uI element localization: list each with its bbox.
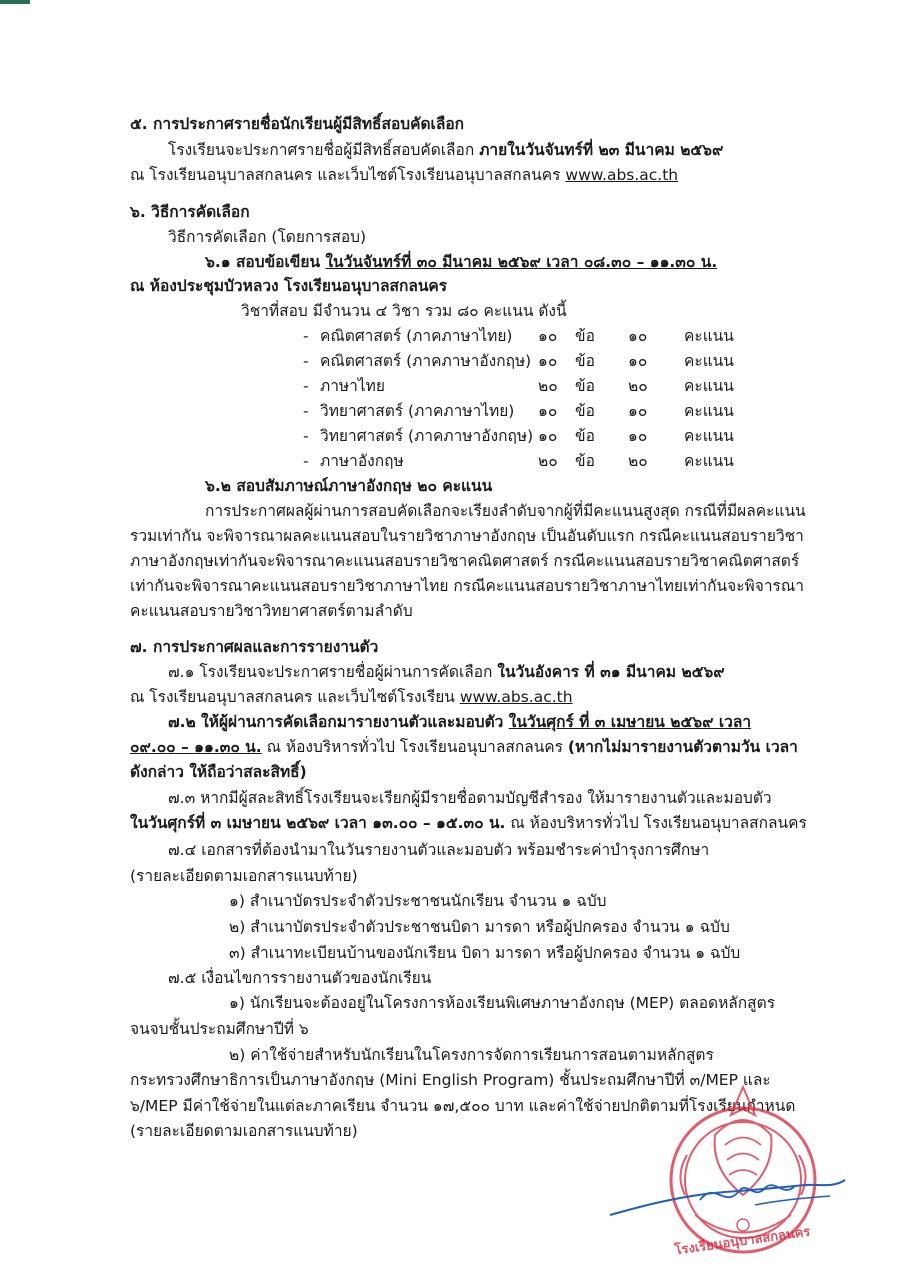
section-7-5: ๗.๕ เงื่อนไขการรายงานตัวของนักเรียน (168, 969, 432, 987)
subject-items-unit: ข้อ (575, 452, 595, 470)
subject-score: ๑๐ (628, 427, 648, 445)
abs-website-link[interactable]: www.abs.ac.th (459, 688, 573, 706)
subject-dash: - (303, 352, 309, 370)
subject-dash: - (303, 427, 309, 445)
document-list-item: ๓) สำเนาทะเบียนบ้านของนักเรียน บิดา มารดา หรือผู้ปกครอง จำนวน ๑ ฉบับ (229, 944, 741, 962)
ranking-paragraph-line: การประกาศผลผู้ผ่านการสอบคัดเลือกจะเรียงลำดับจากผู้ที่มีคะแนนสูงสุด กรณีที่มีผลคะแนน (205, 502, 806, 520)
section-7-heading: ๗. การประกาศผลและการรายงานตัว (130, 638, 379, 656)
condition-2-line-3: ๖/MEP มีค่าใช้จ่ายในแต่ละภาคเรียน จำนวน ๑๗,๕๐๐ บาท และค่าใช้จ่ายปกติตามที่โรงเรียนกำหนด (130, 1097, 796, 1115)
subject-dash: - (303, 402, 309, 420)
subject-score-unit: คะแนน (684, 452, 734, 470)
subject-items: ๑๐ (538, 402, 558, 420)
stamp-text: โรงเรียนอนุบาลสกลนคร (673, 1224, 812, 1259)
subject-score-unit: คะแนน (684, 377, 734, 395)
abs-website-link[interactable]: www.abs.ac.th (565, 166, 679, 184)
section-6-2: ๖.๒ สอบสัมภาษณ์ภาษาอังกฤษ ๒๐ คะแนน (205, 477, 493, 495)
ranking-paragraph-line: รวมเท่ากัน จะพิจารณาผลคะแนนสอบในรายวิชาภาษาอังกฤษ เป็นอันดับแรก กรณีคะแนนสอบรายวิชา (130, 527, 804, 545)
section-6-heading: ๖. วิธีการคัดเลือก (130, 203, 250, 221)
section-6-1-place: ณ ห้องประชุมบัวหลวง โรงเรียนอนุบาลสกลนคร (130, 277, 448, 295)
subject-score-unit: คะแนน (684, 352, 734, 370)
section-7-1-line-2: ณ โรงเรียนอนุบาลสกลนคร และเว็บไซต์โรงเรียน www.abs.ac.th (130, 688, 573, 706)
subject-items: ๑๐ (538, 352, 558, 370)
subject-items: ๑๐ (538, 327, 558, 345)
selection-method: วิธีการคัดเลือก (โดยการสอบ) (168, 228, 367, 246)
subject-score: ๒๐ (628, 452, 648, 470)
subject-score-unit: คะแนน (684, 402, 734, 420)
subject-score: ๑๐ (628, 327, 648, 345)
section-7-2-line-1: ๗.๒ ให้ผู้ผ่านการคัดเลือกมารายงานตัวและมอบตัว ในวันศุกร์ ที่ ๓ เมษายน ๒๕๖๙ เวลา (168, 713, 752, 731)
subject-items: ๑๐ (538, 427, 558, 445)
condition-2-line-1: ๒) ค่าใช้จ่ายสำหรับนักเรียนในโครงการจัดการเรียนการสอนตามหลักสูตร (229, 1046, 714, 1064)
condition-2-line-4: (รายละเอียดตามเอกสารแนบท้าย) (130, 1122, 358, 1140)
section-5-line-1: โรงเรียนจะประกาศรายชื่อผู้มีสิทธิ์สอบคัดเลือก ภายในวันจันทร์ที่ ๒๓ มีนาคม ๒๕๖๙ (168, 141, 724, 159)
subject-items-unit: ข้อ (575, 352, 595, 370)
subject-score-unit: คะแนน (684, 327, 734, 345)
subject-score: ๑๐ (628, 402, 648, 420)
condition-2-line-2: กระทรวงศึกษาธิการเป็นภาษาอังกฤษ (Mini English Program) ชั้นประถมศึกษาปีที่ ๓/MEP และ (130, 1071, 771, 1089)
subject-items-unit: ข้อ (575, 427, 595, 445)
condition-1-line-1: ๑) นักเรียนจะต้องอยู่ในโครงการห้องเรียนพิเศษภาษาอังกฤษ (MEP) ตลอดหลักสูตร (229, 994, 776, 1012)
subject-items: ๒๐ (538, 377, 558, 395)
ranking-paragraph-line: ภาษาอังกฤษเท่ากันจะพิจารณาคะแนนสอบรายวิชาคณิตศาสตร์ กรณีคะแนนสอบรายวิชาคณิตศาสตร์ (130, 552, 800, 570)
subject-name: ภาษาอังกฤษ (320, 452, 404, 470)
section-5-heading: ๕. การประกาศรายชื่อนักเรียนผู้มีสิทธิ์สอบคัดเลือก (130, 115, 465, 133)
document-list-item: ๒) สำเนาบัตรประจำตัวประชาชนบิดา มารดา หรือผู้ปกครอง จำนวน ๑ ฉบับ (229, 918, 730, 936)
section-5-line-2: ณ โรงเรียนอนุบาลสกลนคร และเว็บไซต์โรงเรียนอนุบาลสกลนคร www.abs.ac.th (130, 166, 679, 184)
subject-score: ๑๐ (628, 352, 648, 370)
condition-1-line-2: จนจบชั้นประถมศึกษาปีที่ ๖ (130, 1020, 309, 1038)
section-7-2-line-2: ๐๙.๐๐ – ๑๑.๓๐ น. ณ ห้องบริหารทั่วไป โรงเรียนอนุบาลสกลนคร (หากไม่มารายงานตัวตามวัน เวลา (130, 738, 798, 756)
subject-items-unit: ข้อ (575, 402, 595, 420)
section-7-3-line-2: ในวันศุกร์ที่ ๓ เมษายน ๒๕๖๙ เวลา ๑๓.๐๐ – ๑๕.๓๐ น. ณ ห้องบริหารทั่วไป โรงเรียนอนุบาลสกลนคร (130, 814, 807, 832)
subject-name: วิทยาศาสตร์ (ภาคภาษาไทย) (320, 402, 515, 420)
subject-name: คณิตศาสตร์ (ภาคภาษาไทย) (320, 327, 513, 345)
subject-name: วิทยาศาสตร์ (ภาคภาษาอังกฤษ) (320, 427, 534, 445)
subject-items-unit: ข้อ (575, 327, 595, 345)
subject-name: ภาษาไทย (320, 377, 385, 395)
section-6-1-line: ๖.๑ สอบข้อเขียน ในวันจันทร์ที่ ๓๐ มีนาคม ๒๕๖๙ เวลา ๐๘.๓๐ – ๑๑.๓๐ น. (205, 253, 718, 271)
section-7-3-line-1: ๗.๓ หากมีผู้สละสิทธิ์โรงเรียนจะเรียกผู้มีรายชื่อตามบัญชีสำรอง ให้มารายงานตัวและมอบตัว (168, 789, 772, 807)
ranking-paragraph-line: เท่ากันจะพิจารณาคะแนนสอบรายวิชาภาษาไทย กรณีคะแนนสอบรายวิชาภาษาไทยเท่ากันจะพิจารณา (130, 577, 804, 595)
subject-score: ๒๐ (628, 377, 648, 395)
ranking-paragraph-line: คะแนนสอบรายวิชาวิทยาศาสตร์ตามลำดับ (130, 602, 413, 620)
signature (605, 1170, 865, 1230)
document-list-item: ๑) สำเนาบัตรประจำตัวประชาชนนักเรียน จำนวน ๑ ฉบับ (229, 892, 607, 910)
section-7-1-line-1: ๗.๑ โรงเรียนจะประกาศรายชื่อผู้ผ่านการคัดเลือก ในวันอังคาร ที่ ๓๑ มีนาคม ๒๕๖๙ (168, 663, 725, 681)
subject-name: คณิตศาสตร์ (ภาคภาษาอังกฤษ) (320, 352, 532, 370)
subject-dash: - (303, 327, 309, 345)
section-7-4-line-1: ๗.๔ เอกสารที่ต้องนำมาในวันรายงานตัวและมอบตัว พร้อมชำระค่าบำรุงการศึกษา (168, 841, 710, 859)
subject-items-unit: ข้อ (575, 377, 595, 395)
subject-score-unit: คะแนน (684, 427, 734, 445)
subject-items: ๒๐ (538, 452, 558, 470)
subject-dash: - (303, 452, 309, 470)
section-7-2-line-3: ดังกล่าว ให้ถือว่าสละสิทธิ์) (130, 763, 307, 781)
subject-dash: - (303, 377, 309, 395)
section-7-4-line-2: (รายละเอียดตามเอกสารแนบท้าย) (130, 867, 358, 885)
subjects-intro: วิชาที่สอบ มีจำนวน ๔ วิชา รวม ๘๐ คะแนน ดังนี้ (241, 302, 567, 320)
